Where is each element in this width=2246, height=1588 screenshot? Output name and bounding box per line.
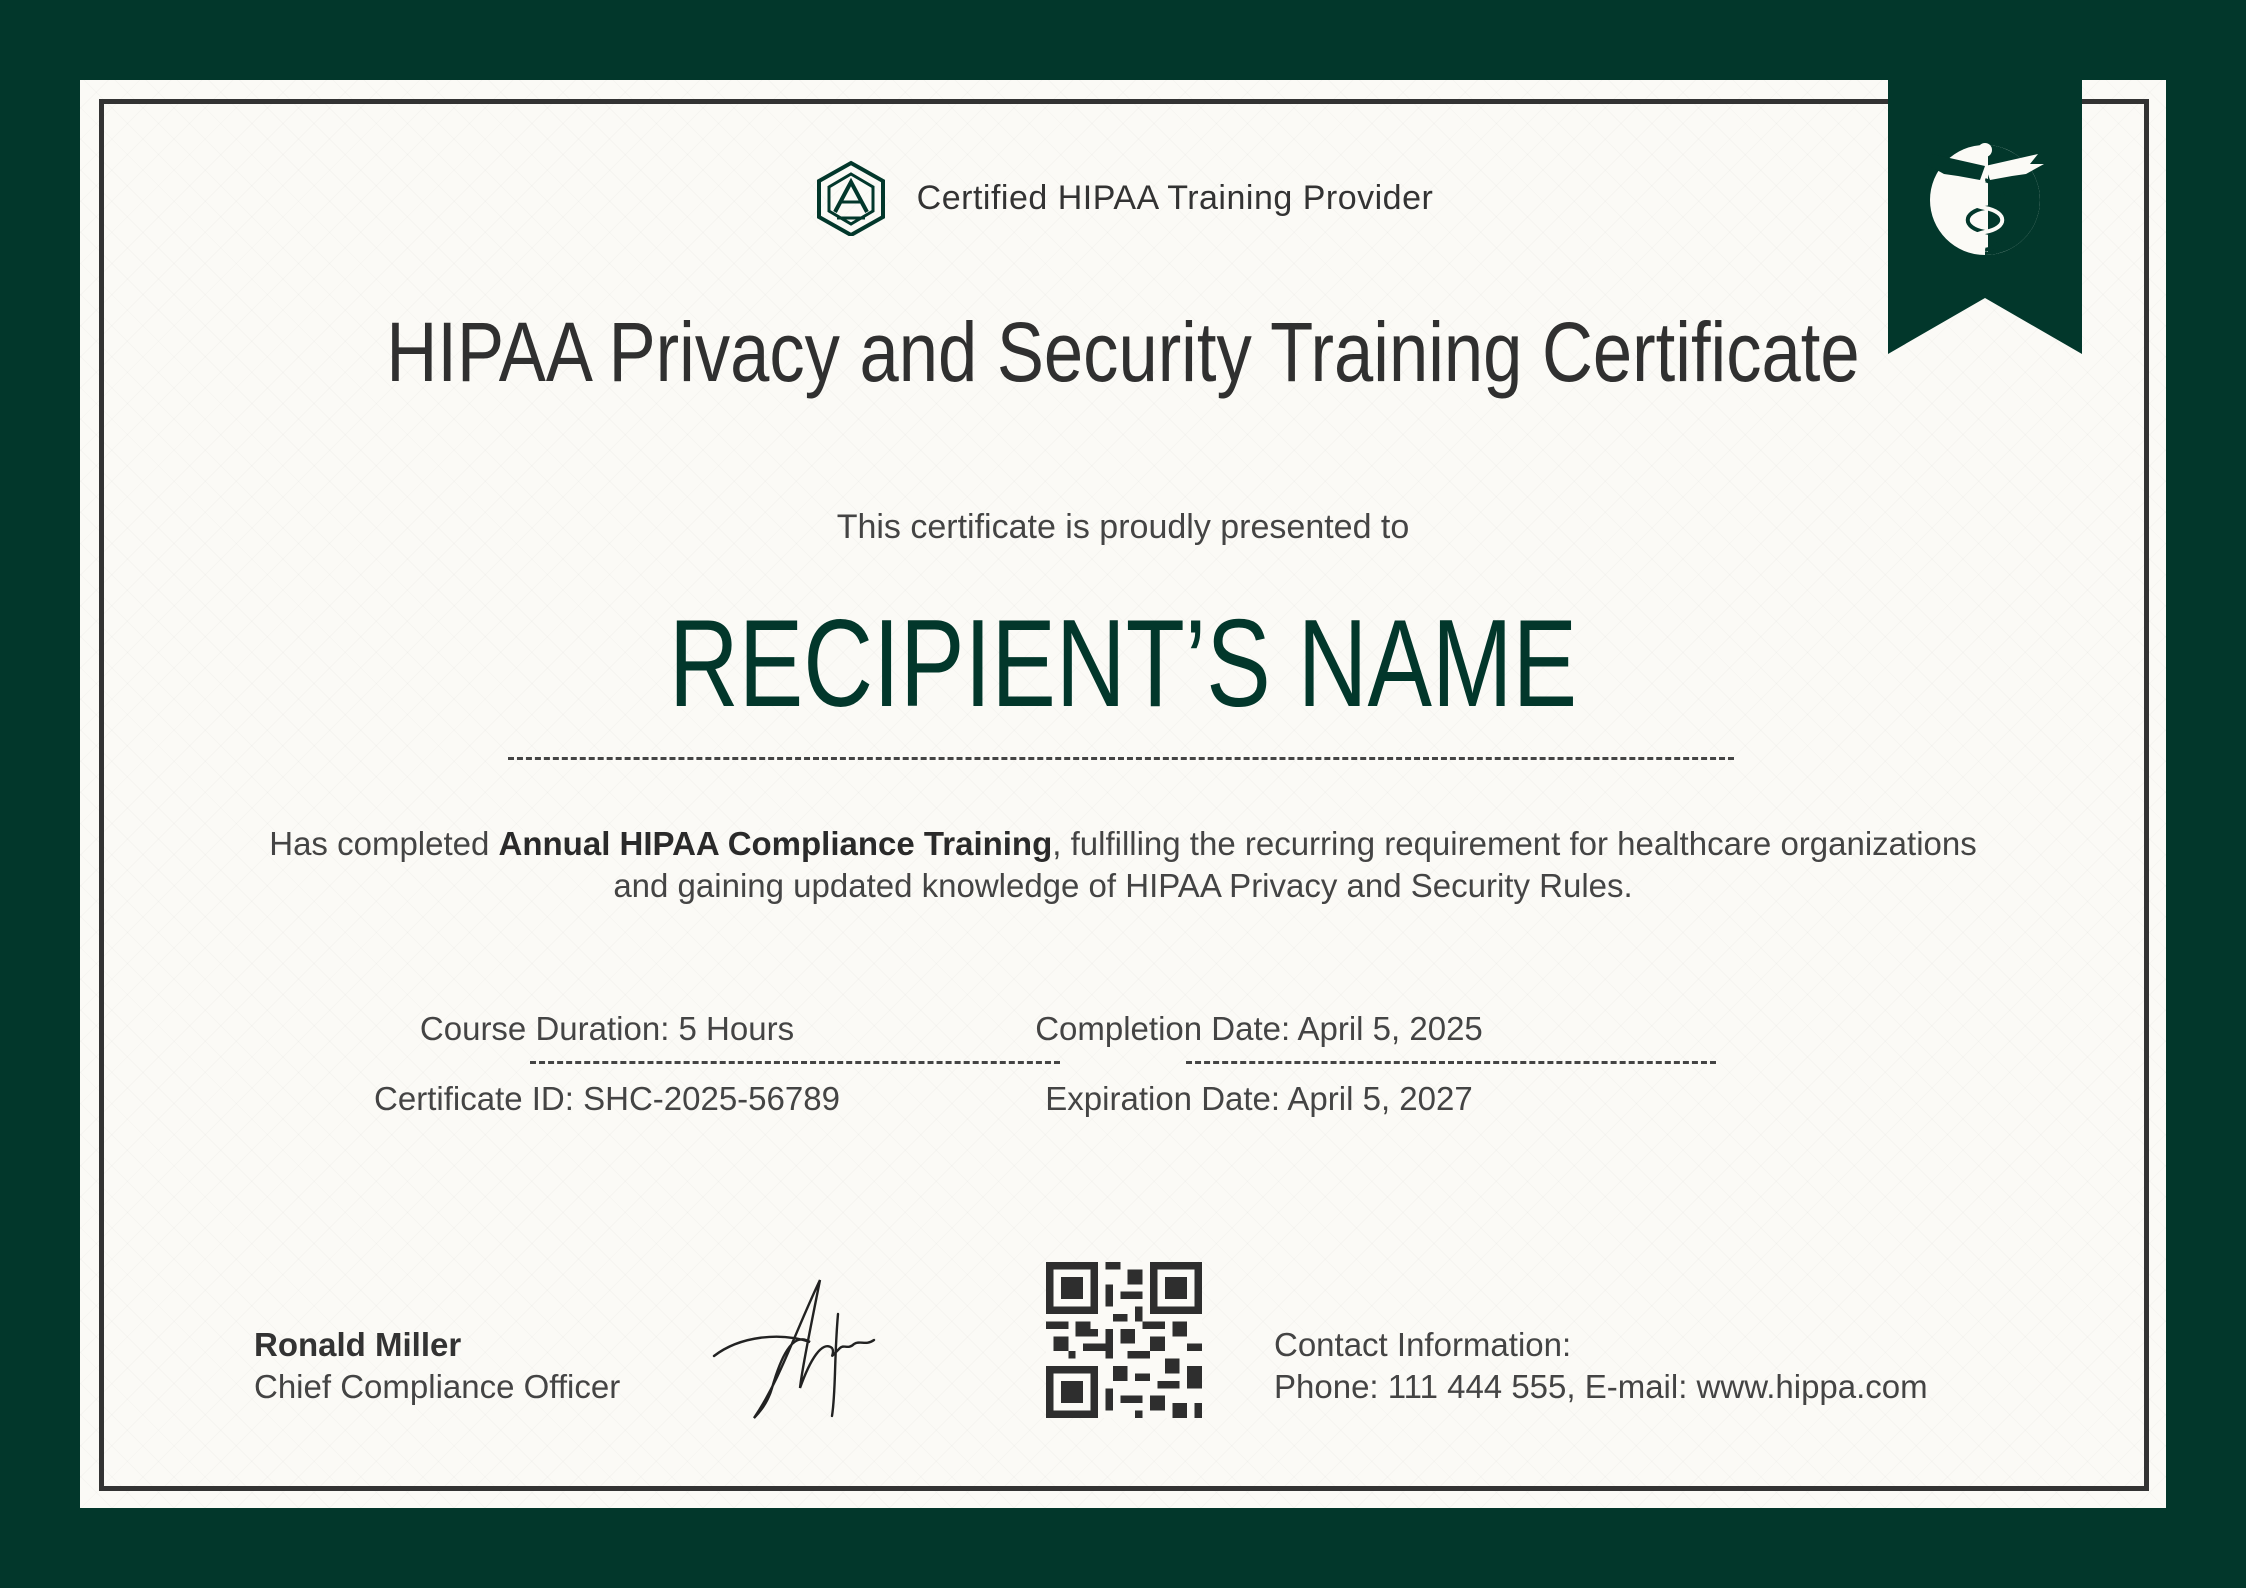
certificate-paper (80, 80, 2166, 1508)
completion-divider (1186, 1061, 1716, 1064)
certificate-title: HIPAA Privacy and Security Training Certificate (386, 305, 1860, 399)
completion-date: Completion Date: April 5, 2025 (1035, 1010, 1483, 1047)
provider-text: Certified HIPAA Training Provider (916, 178, 1434, 217)
signer-title: Chief Compliance Officer (254, 1368, 621, 1405)
certificate-id: Certificate ID: SHC-2025-56789 (374, 1080, 840, 1117)
course-duration: Course Duration: 5 Hours (419, 1010, 795, 1047)
signature-image (710, 1270, 900, 1420)
course-name: Annual HIPAA Compliance Training (498, 825, 1053, 862)
completion-description (240, 823, 2006, 907)
recipient-name-line (508, 757, 1734, 760)
contact-label: Contact Information: (1274, 1326, 1572, 1363)
duration-divider (530, 1061, 1060, 1064)
contact-value: Phone: 111 444 555, E-mail: www.hippa.com (1274, 1368, 1928, 1405)
description-suffix: , fulfilling the recurring requirement for healthcare organizations and gaining updated knowledge of HIPAA Privacy and Security Rules. (613, 825, 1977, 904)
recipient-name: RECIPIENT’S NAME (668, 595, 1578, 733)
presented-to-text: This certificate is proudly presented to (836, 508, 1410, 546)
qr-code (1046, 1262, 1202, 1418)
description-prefix: Has completed (269, 825, 499, 862)
provider-header (80, 160, 2166, 236)
hexagon-logo-icon (813, 160, 889, 236)
expiration-date: Expiration Date: April 5, 2027 (1045, 1080, 1473, 1117)
signer-name: Ronald Miller (254, 1326, 462, 1363)
